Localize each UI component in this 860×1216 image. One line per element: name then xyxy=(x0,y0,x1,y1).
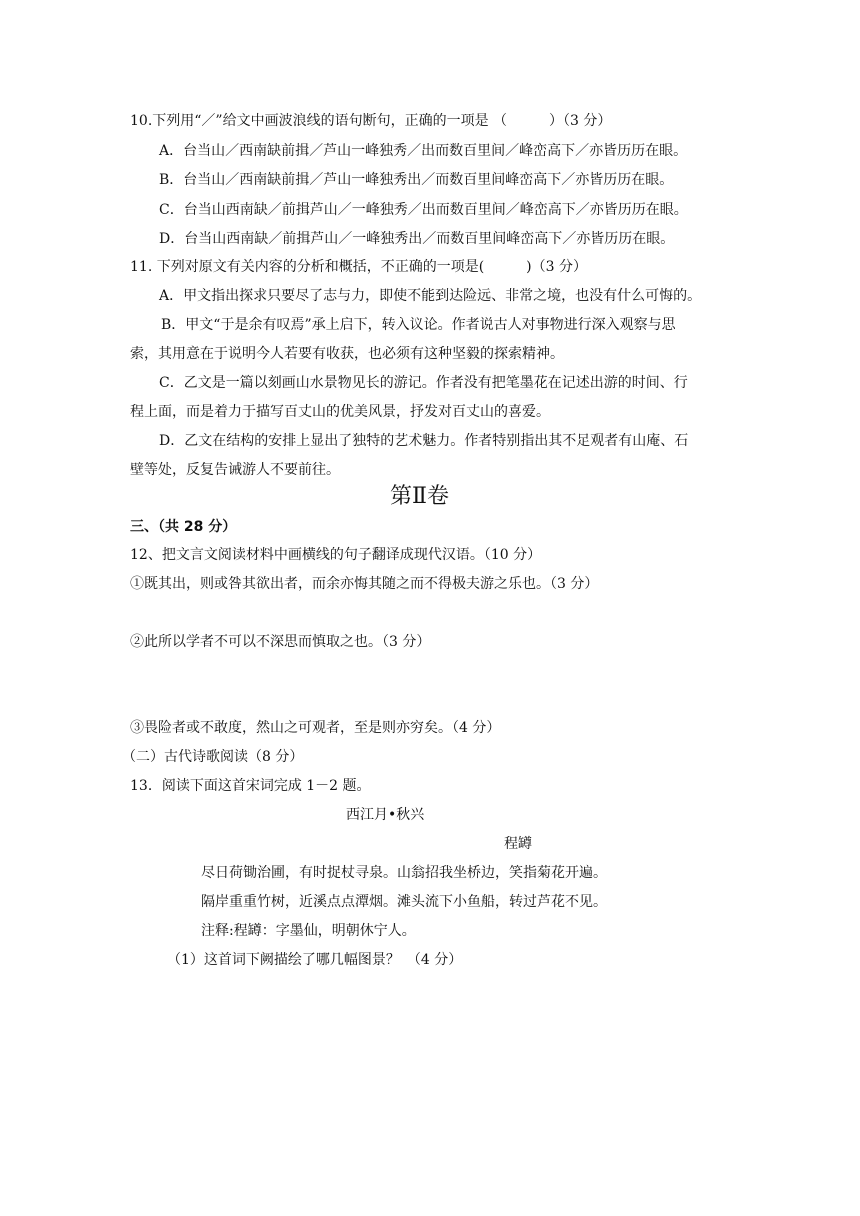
poem-line-1: 尽日荷锄治圃，有时捉杖寻泉。山翁招我坐桥边，笑指菊花开遍。 xyxy=(201,865,607,881)
q11-option-d-cont: 壁等处，反复告诫游人不要前往。 xyxy=(130,462,340,478)
q12-stem: 12、把文言文阅读材料中画横线的句子翻译成现代汉语。（10 分） xyxy=(130,547,542,563)
q11-option-c-cont: 程上面，而是着力于描写百丈山的优美风景，抒发对百丈山的喜爱。 xyxy=(130,404,550,420)
q11-stem: 11. 下列对原文有关内容的分析和概括，不正确的一项是( )（3 分） xyxy=(130,259,587,275)
poem-note: 注释:程罇：字墨仙，明朝休宁人。 xyxy=(201,923,416,939)
part3-heading: 三、（共 28 分） xyxy=(130,519,237,535)
q10-option-d: D．台当山西南缺／前揖芦山／一峰独秀出／而数百里间峰峦高下／亦皆历历在眼。 xyxy=(159,231,675,247)
q10-stem: 10.下列用“／”给文中画波浪线的语句断句，正确的一项是 （ ）（3 分） xyxy=(130,113,612,129)
q13-sub-1: （1）这首词下阙描绘了哪几幅图景？ （4 分） xyxy=(167,952,463,968)
poem-author: 程罇 xyxy=(504,836,532,852)
q11-option-a: A．甲文指出探求只要尽了志与力，即使不能到达险远、非常之境，也没有什么可悔的。 xyxy=(159,288,702,304)
q11-option-c: C．乙文是一篇以刻画山水景物见长的游记。作者没有把笔墨花在记述出游的时间、行 xyxy=(159,375,688,391)
q10-option-b: B．台当山／西南缺前揖／芦山一峰独秀出／而数百里间峰峦高下／亦皆历历在眼。 xyxy=(159,172,674,188)
q11-option-b-cont: 索，其用意在于说明今人若要有收获，也必须有这种坚毅的探索精神。 xyxy=(130,346,564,362)
q12-item-1: ①既其出，则或咎其欲出者，而余亦悔其随之而不得极夫游之乐也。（3 分） xyxy=(130,576,599,592)
poetry-heading: （二）古代诗歌阅读（8 分） xyxy=(122,749,304,765)
q12-item-2: ②此所以学者不可以不深思而慎取之也。（3 分） xyxy=(130,634,431,650)
q10-option-a: A．台当山／西南缺前揖／芦山一峰独秀／出而数百里间／峰峦高下／亦皆历历在眼。 xyxy=(159,143,688,159)
poem-title: 西江月•秋兴 xyxy=(346,807,425,823)
q10-option-c: C．台当山西南缺／前揖芦山／一峰独秀／出而数百里间／峰峦高下／亦皆历历在眼。 xyxy=(159,202,688,218)
section-title: 第Ⅱ卷 xyxy=(390,484,449,509)
q11-option-b: B．甲文“于是余有叹焉”承上启下，转入议论。作者说古人对事物进行深入观察与思 xyxy=(161,317,676,333)
q13-stem: 13．阅读下面这首宋词完成 1－2 题。 xyxy=(130,778,371,794)
q12-item-3: ③畏险者或不敢度，然山之可观者，至是则亦穷矣。（4 分） xyxy=(130,720,501,736)
q11-option-d: D．乙文在结构的安排上显出了独特的艺术魅力。作者特别指出其不足观者有山庵、石 xyxy=(159,433,689,449)
poem-line-2: 隔岸重重竹树，近溪点点潭烟。滩头流下小鱼船，转过芦花不见。 xyxy=(201,894,607,910)
